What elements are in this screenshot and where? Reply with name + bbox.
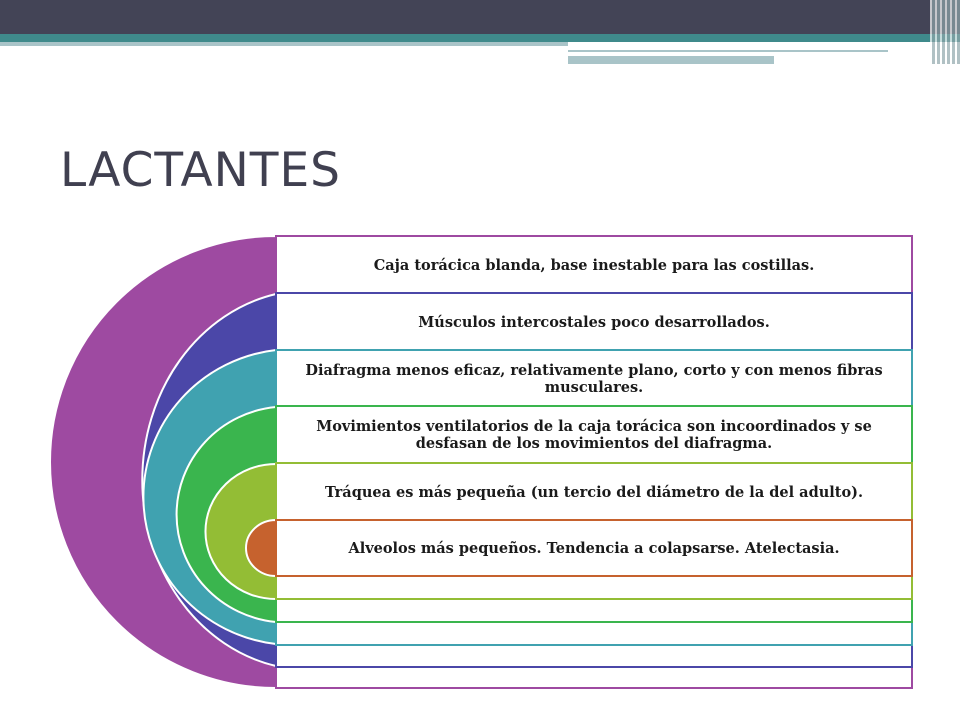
diagram-item-5 [276, 464, 912, 520]
diagram-item-1 [276, 238, 912, 293]
diagram-item-3-text: Diafragma menos eficaz, relativamente plano, corto y con menos fibras musculares. [305, 361, 883, 396]
diagram-item-5-text: Tráquea es más pequeña (un tercio del diámetro de la del adulto). [324, 483, 864, 501]
diagram-item-1-text: Caja torácica blanda, base inestable para las costillas. [373, 257, 815, 274]
diagram-item-4-text: Movimientos ventilatorios de la caja torácica son incoordinados y se desfasan de los movimientos del diafragma. [316, 418, 872, 452]
page-title: LACTANTES [60, 143, 342, 198]
diagram-item-2 [276, 295, 912, 350]
diagram-item-6 [276, 521, 912, 576]
diagram-item-6-text: Alveolos más pequeños. Tendencia a colapsarse. Atelectasia. [348, 540, 840, 557]
diagram-item-4 [276, 407, 912, 463]
diagram-item-3 [276, 351, 912, 406]
diagram-item-2-text: Músculos intercostales poco desarrollados. [418, 314, 770, 331]
